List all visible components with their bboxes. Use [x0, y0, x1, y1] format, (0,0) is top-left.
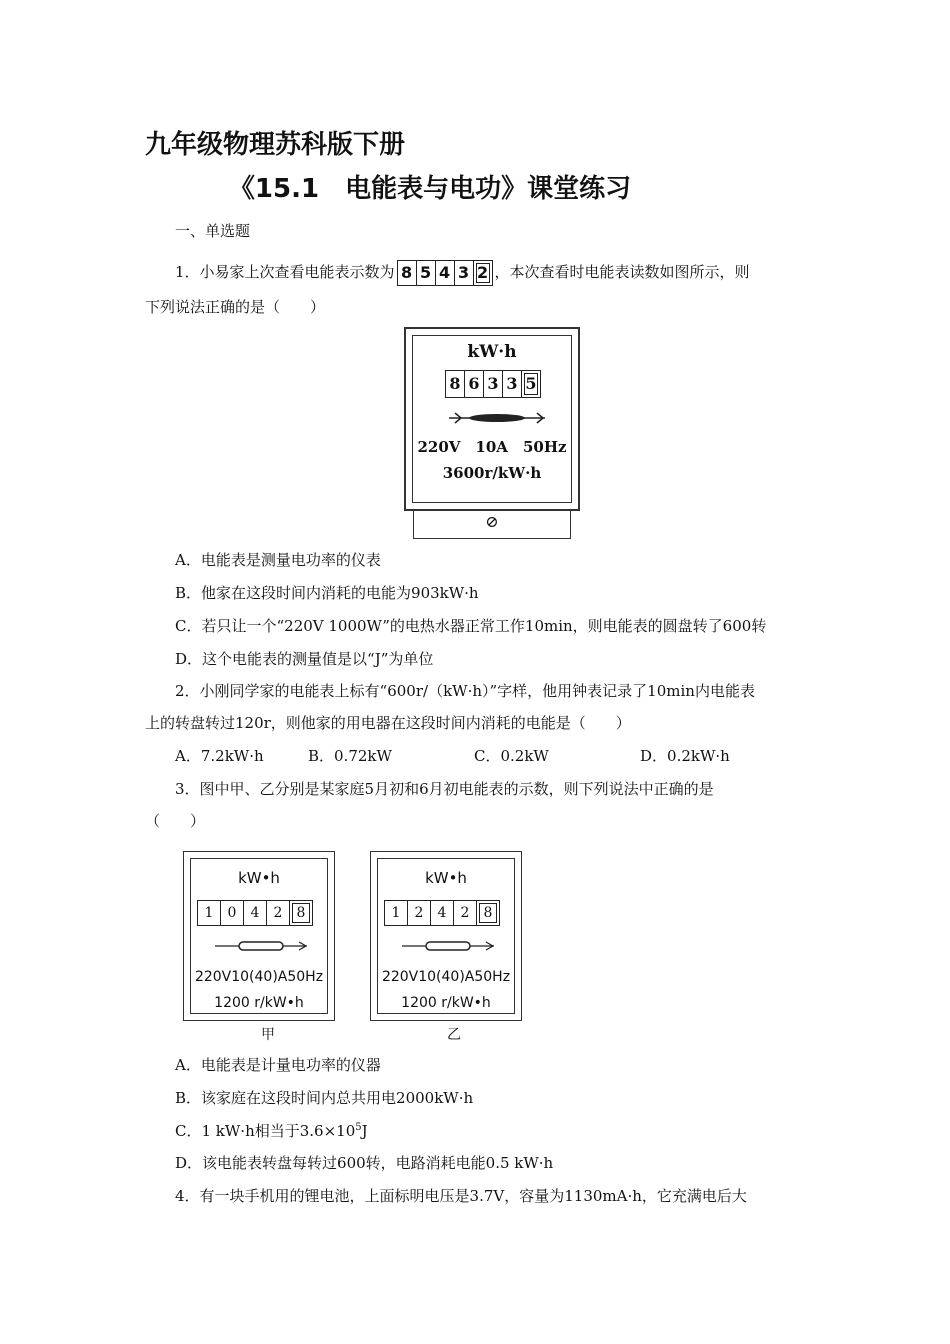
q4-stem-line-1: 4．有一块手机用的锂电池，上面标明电压是3.7V，容量为1130mA·h，它充满电后大	[175, 1187, 747, 1205]
q3-stem-line-2: （ ）	[145, 812, 206, 830]
q3-option-b: B．该家庭在这段时间内总共用电2000kW·h	[175, 1089, 474, 1107]
q1-meter-base	[413, 509, 571, 539]
digit: 8	[446, 371, 465, 397]
meter-unit: kW·h	[467, 342, 517, 362]
q1-option-b: B．他家在这段时间内消耗的电能为903kW·h	[175, 584, 479, 602]
q1-stem-line-2: 下列说法正确的是（ ）	[145, 298, 326, 316]
q1-previous-reading	[397, 260, 493, 286]
q3-stem-line-1: 3．图中甲、乙分别是某家庭5月初和6月初电能表的示数，则下列说法中正确的是	[175, 780, 714, 798]
q2-stem-line-1: 2．小刚同学家的电能表上标有“600r/（kW·h）”字样，他用钟表记录了10min内电能表	[175, 682, 755, 700]
q3-caption-yi: 乙	[447, 1027, 461, 1043]
meter-disc-icon	[213, 939, 309, 953]
digit: 3	[484, 371, 503, 397]
meter-reading	[197, 900, 313, 926]
q3-option-c	[175, 1121, 368, 1141]
digit: 8	[477, 901, 499, 925]
q2-option-b: B．0.72kW	[308, 747, 392, 765]
q3-caption-jia: 甲	[261, 1027, 275, 1043]
q3-option-c-exponent: 5	[355, 1122, 362, 1133]
digit: 0	[221, 901, 244, 925]
digit: 3	[503, 371, 522, 397]
q3-meter-yi	[370, 851, 522, 1021]
meter-inner-frame	[190, 858, 328, 1014]
digit: 5	[522, 371, 540, 397]
meter-ratings: 220V 10A 50Hz	[417, 438, 567, 456]
meter-ratings: 220V10(40)A50Hz	[194, 969, 324, 985]
digit: 5	[417, 261, 436, 285]
q2-option-a: A．7.2kW·h	[175, 747, 264, 765]
digit: 2	[267, 901, 290, 925]
q2-option-d: D．0.2kW·h	[640, 747, 730, 765]
terminal-icon: ⊘	[485, 512, 499, 531]
q2-stem-line-2: 上的转盘转过120r，则他家的用电器在这段时间内消耗的电能是（ ）	[145, 714, 631, 732]
meter-unit: kW•h	[425, 869, 467, 887]
meter-reading	[384, 900, 500, 926]
meter-unit: kW•h	[238, 869, 280, 887]
q1-stem-b: ，本次查看时电能表读数如图所示，则	[494, 263, 750, 281]
meter-disc-icon	[400, 939, 496, 953]
digit: 8	[398, 261, 417, 285]
digit: 4	[244, 901, 267, 925]
section-heading: 一、单选题	[175, 222, 251, 240]
title-line-1: 九年级物理苏科版下册	[145, 130, 406, 160]
q3-meter-jia	[183, 851, 335, 1021]
meter-inner-frame	[412, 335, 572, 503]
q1-option-c: C．若只让一个“220V 1000W”的电热水器正常工作10min，则电能表的圆盘转了600转	[175, 617, 767, 635]
meter-constant: 1200 r/kW•h	[214, 995, 304, 1011]
q3-option-c-text: C．1 kW·h相当于3.6×10	[175, 1122, 356, 1140]
q3-option-c-unit: J	[361, 1122, 368, 1140]
meter-constant: 3600r/kW·h	[442, 464, 542, 482]
q1-option-d: D．这个电能表的测量值是以“J”为单位	[175, 650, 434, 668]
q2-option-c: C．0.2kW	[474, 747, 549, 765]
digit: 1	[385, 901, 408, 925]
meter-reading	[445, 370, 541, 398]
meter-ratings: 220V10(40)A50Hz	[381, 969, 511, 985]
q3-option-a: A．电能表是计量电功率的仪器	[175, 1056, 381, 1074]
q1-electric-meter	[404, 327, 580, 511]
q3-option-d: D．该电能表转盘每转过600转，电路消耗电能0.5 kW·h	[175, 1154, 554, 1172]
q1-stem-line-1	[175, 259, 750, 286]
meter-disc-icon	[447, 408, 547, 428]
digit: 4	[431, 901, 454, 925]
meter-constant: 1200 r/kW•h	[401, 995, 491, 1011]
digit: 1	[198, 901, 221, 925]
meter-inner-frame	[377, 858, 515, 1014]
q1-option-a: A．电能表是测量电功率的仪表	[175, 551, 381, 569]
digit: 2	[454, 901, 477, 925]
digit: 6	[465, 371, 484, 397]
digit: 2	[474, 261, 492, 285]
digit: 2	[408, 901, 431, 925]
digit: 4	[436, 261, 455, 285]
digit: 8	[290, 901, 312, 925]
digit: 3	[455, 261, 474, 285]
q1-stem-a: 1．小易家上次查看电能表示数为	[175, 263, 395, 281]
title-line-2: 《15.1 电能表与电功》课堂练习	[228, 174, 632, 204]
